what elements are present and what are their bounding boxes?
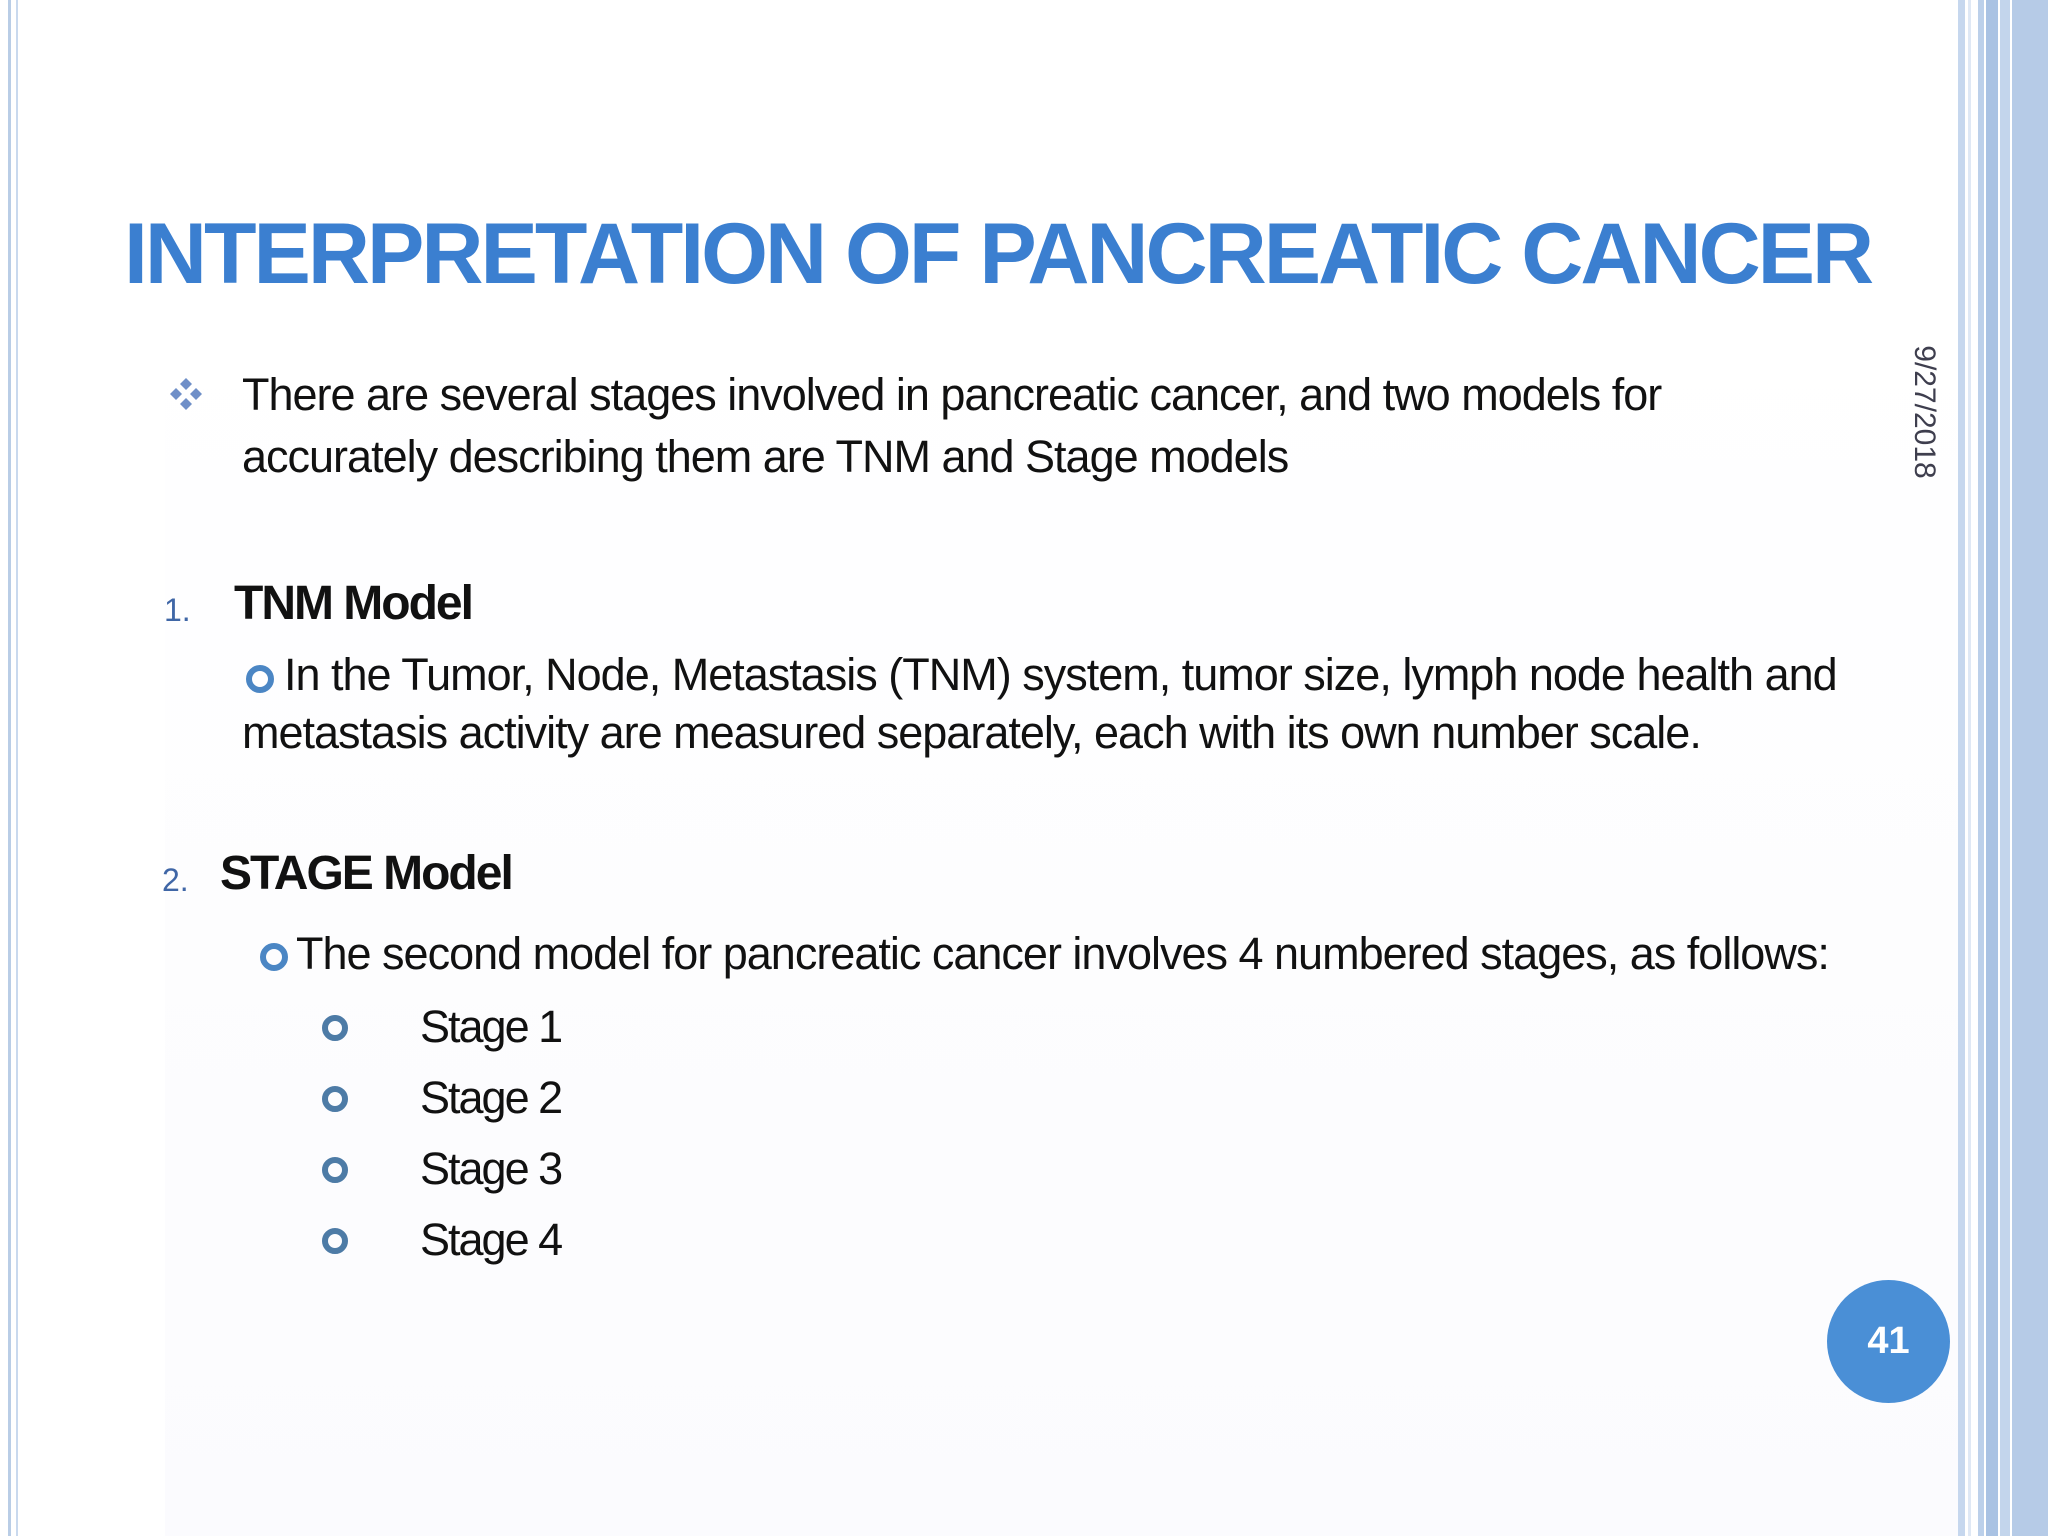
slide-title: INTERPRETATION OF PANCREATIC CANCER [124, 206, 1872, 302]
stage-item: Stage 2 [420, 1072, 562, 1123]
page-number-badge: 41 [1827, 1280, 1950, 1403]
section-number: 1. [164, 592, 191, 628]
right-border-stripe [2000, 0, 2010, 1536]
content-background [165, 310, 1965, 1536]
diamond-cluster-icon [166, 374, 206, 414]
left-border-line [8, 0, 11, 1536]
stage-model-description: The second model for pancreatic cancer involves 4 numbered stages, as follows: [296, 928, 1829, 979]
ring-bullet-icon [260, 943, 288, 971]
right-border-stripe [1968, 0, 1971, 1536]
ring-bullet-icon [322, 1015, 348, 1041]
section-heading-tnm: TNM Model [234, 577, 472, 630]
tnm-description: In the Tumor, Node, Metastasis (TNM) system, tumor size, lymph node health and metastasis activity are measured separately, each with its own number scale. [242, 649, 1837, 758]
right-border-stripe [1978, 0, 1984, 1536]
intro-paragraph: There are several stages involved in pancreatic cancer, and two models for accurately describing them are TNM and Stage models [242, 369, 1662, 482]
ring-bullet-icon [322, 1157, 348, 1183]
stage-item: Stage 1 [420, 1001, 562, 1052]
stage-item: Stage 3 [420, 1143, 562, 1194]
section-heading-stage: STAGE Model [220, 847, 512, 900]
right-border-stripe [1986, 0, 1998, 1536]
section-number: 2. [162, 862, 189, 898]
ring-bullet-icon [322, 1086, 348, 1112]
slide-date: 9/27/2018 [1908, 345, 1941, 479]
stage-item: Stage 4 [420, 1214, 562, 1265]
right-border-stripe [1958, 0, 1965, 1536]
left-border-line-inner [16, 0, 18, 1536]
ring-bullet-icon [322, 1228, 348, 1254]
right-border-stripe [2012, 0, 2048, 1536]
